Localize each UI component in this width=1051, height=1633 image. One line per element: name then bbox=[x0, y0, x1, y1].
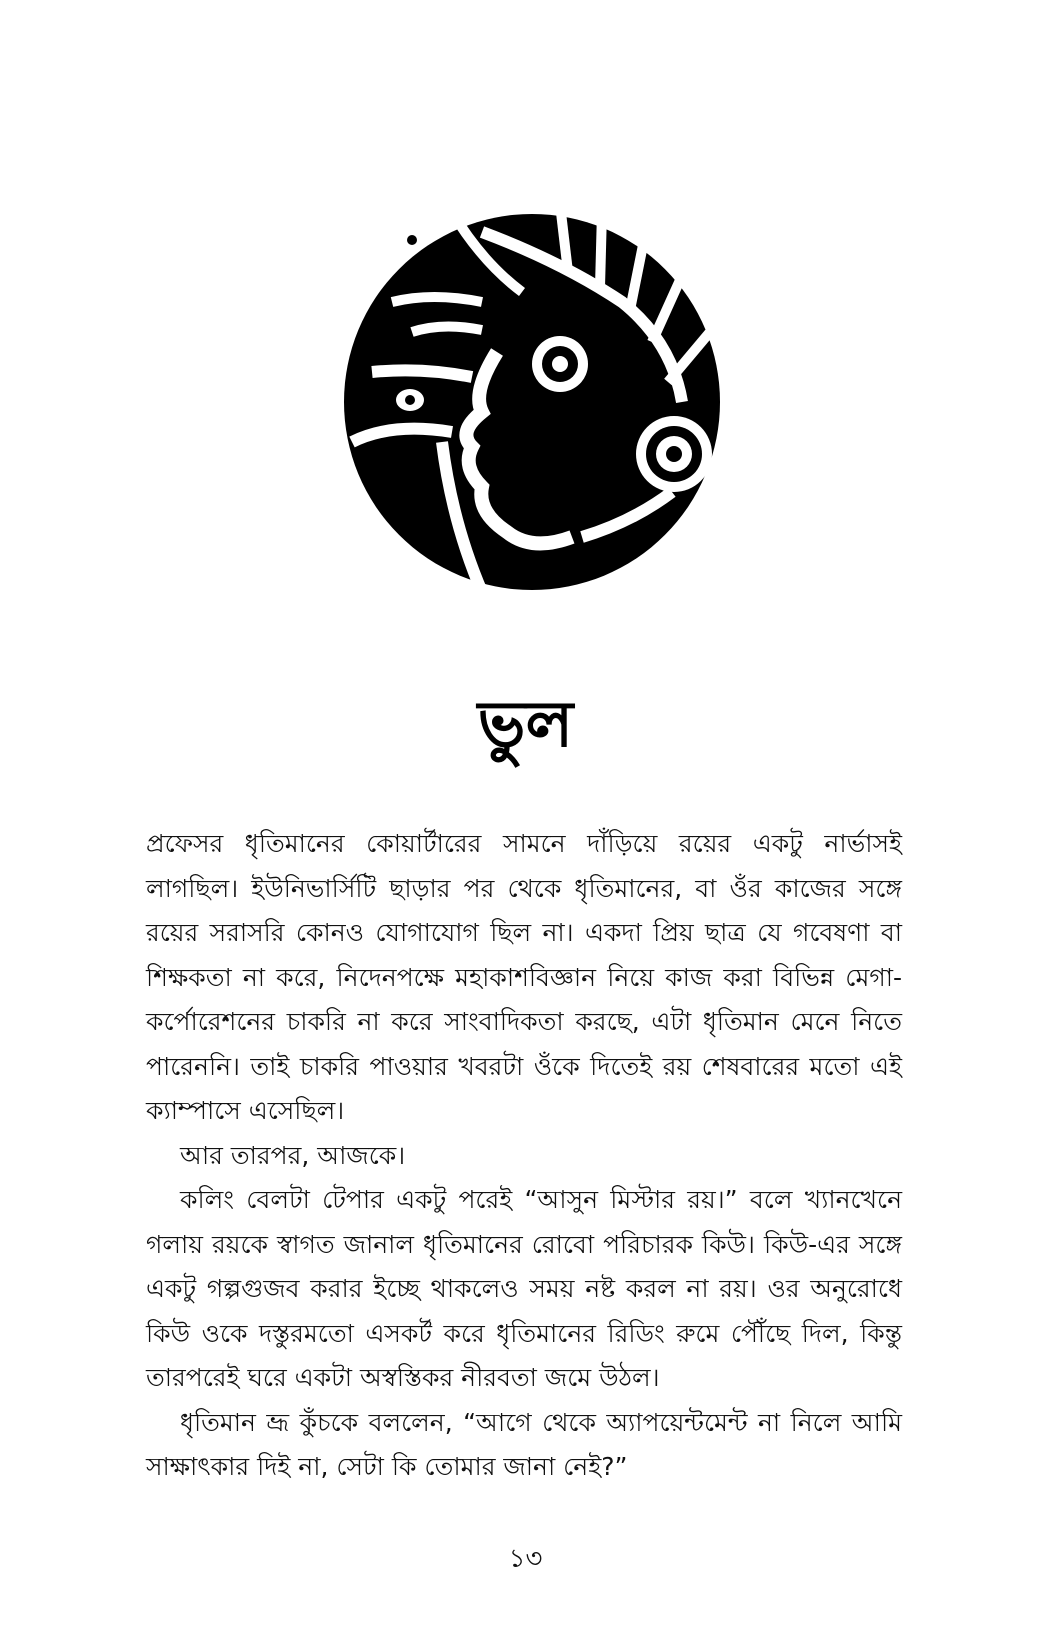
story-body bbox=[146, 822, 902, 1490]
mayan-profile-glyph-icon bbox=[331, 192, 733, 602]
paragraph: প্রফেসর ধৃতিমানের কোয়ার্টারের সামনে দাঁড়িয়ে রয়ের একটু নার্ভাসই লাগছিল। ইউনিভার্সিটি ছাড়ার পর থেকে ধৃতিমানের, বা ওঁর কাজের সঙ্গে রয়ের সরাসরি কোনও যোগাযোগ ছিল না। একদা প্রিয় ছাত্র যে গবেষণা বা শিক্ষকতা না করে, নিদেনপক্ষে মহাকাশবিজ্ঞান নিয়ে কাজ করা বিভিন্ন মেগা-কর্পোরেশনের চাকরি না করে সাংবাদিকতা করছে, এটা ধৃতিমান মেনে নিতে পারেননি। তাই চাকরি পাওয়ার খবরটা ওঁকে দিতেই রয় শেষবারের মতো এই ক্যাম্পাসে এসেছিল। bbox=[146, 829, 902, 1125]
paragraph: আর তারপর, আজকে। bbox=[180, 1140, 406, 1170]
paragraph: কলিং বেলটা টেপার একটু পরেই “আসুন মিস্টার রয়।” বলে খ্যানখেনে গলায় রয়কে স্বাগত জানাল ধৃতিমানের রোবো পরিচারক কিউ। কিউ-এর সঙ্গে একটু গল্পগুজব করার ইচ্ছে থাকলেও সময় নষ্ট করল না রয়। ওর অনুরোধে কিউ ওকে দস্তুরমতো এসকর্ট করে ধৃতিমানের রিডিং রুমে পৌঁছে দিল, কিন্তু তারপরেই ঘরে একটা অস্বস্তিকর নীরবতা জমে উঠল। bbox=[146, 1185, 902, 1392]
chapter-title: ভুল bbox=[477, 688, 574, 762]
page-number: ১৩ bbox=[508, 1544, 543, 1574]
paragraph: ধৃতিমান ভ্রূ কুঁচকে বললেন, “আগে থেকে অ্যাপয়েন্টমেন্ট না নিলে আমি সাক্ষাৎকার দিই না, সেটা কি তোমার জানা নেই?” bbox=[146, 1407, 902, 1481]
